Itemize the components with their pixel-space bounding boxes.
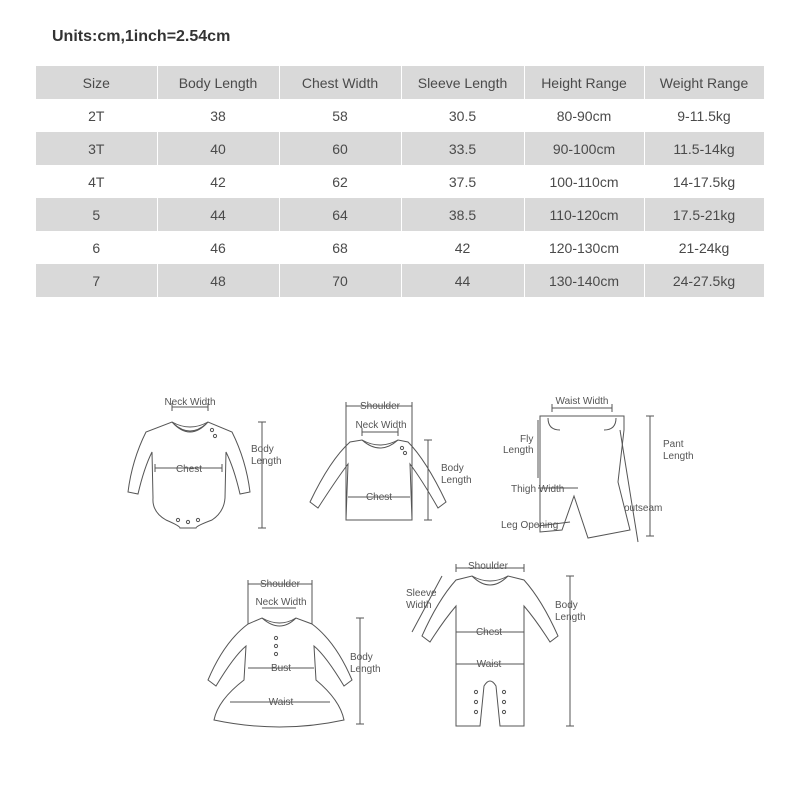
measurement-diagrams [0, 380, 800, 740]
header-chest-width: Chest Width [279, 66, 401, 99]
table-cell: 37.5 [401, 165, 524, 198]
table-cell: 110-120cm [524, 198, 644, 231]
table-cell: 58 [279, 99, 401, 132]
table-row [36, 198, 764, 231]
romper-sleeve-width-label: Sleeve [406, 588, 437, 599]
dress-waist-label: Waist [268, 697, 294, 708]
table-cell: 68 [279, 231, 401, 264]
table-cell: 60 [279, 132, 401, 165]
table-cell: 42 [157, 165, 279, 198]
table-cell: 70 [279, 264, 401, 297]
header-height-range: Height Range [524, 66, 644, 99]
size-chart-table [36, 66, 765, 297]
shirt-neck-width-label: Neck Width [355, 420, 407, 431]
dress-body-length-label-2: Length [350, 664, 381, 675]
pants-outseam-label: outseam [624, 503, 663, 514]
table-cell: 3T [36, 132, 157, 165]
pants-thigh-width-label: Thigh Width [511, 484, 565, 495]
header-size: Size [36, 66, 157, 99]
pants-waist-width-label: Waist Width [555, 396, 609, 407]
bodysuit-body-length-label-2: Length [251, 456, 282, 467]
table-cell: 100-110cm [524, 165, 644, 198]
table-cell: 42 [401, 231, 524, 264]
shirt-outline [310, 440, 446, 520]
bodysuit-chest-label: Chest [175, 464, 203, 475]
table-cell: 11.5-14kg [644, 132, 764, 165]
table-row [36, 132, 764, 165]
romper-outline [422, 576, 558, 726]
dress-shoulder-label: Shoulder [259, 579, 301, 590]
dress-bust-label: Bust [270, 663, 292, 674]
pants-diagram [501, 396, 694, 542]
dress-body-length-label: Body [350, 652, 373, 663]
table-cell: 2T [36, 99, 157, 132]
table-cell: 17.5-21kg [644, 198, 764, 231]
pants-fly-length-label-2: Length [503, 445, 534, 456]
romper-diagram [406, 561, 586, 726]
table-cell: 38 [157, 99, 279, 132]
table-cell: 4T [36, 165, 157, 198]
shirt-body-length-label: Body [441, 463, 464, 474]
shirt-chest-label: Chest [365, 492, 393, 503]
table-cell: 48 [157, 264, 279, 297]
pants-leg-opening-label: Leg Opening [501, 520, 559, 531]
table-cell: 7 [36, 264, 157, 297]
romper-waist-label: Waist [476, 659, 502, 670]
pants-length-label: Pant [663, 439, 684, 450]
table-cell: 62 [279, 165, 401, 198]
header-weight-range: Weight Range [644, 66, 764, 99]
pants-length-label-2: Length [663, 451, 694, 462]
table-cell: 130-140cm [524, 264, 644, 297]
dress-diagram [208, 579, 381, 727]
table-header-row [36, 66, 764, 99]
table-cell: 46 [157, 231, 279, 264]
romper-chest-label: Chest [475, 627, 503, 638]
units-note: Units:cm,1inch=2.54cm [52, 28, 231, 45]
table-cell: 64 [279, 198, 401, 231]
table-cell: 9-11.5kg [644, 99, 764, 132]
bodysuit-outline [128, 422, 250, 528]
romper-shoulder-label: Shoulder [467, 561, 509, 572]
table-cell: 21-24kg [644, 231, 764, 264]
shirt-body-length-label-2: Length [441, 475, 472, 486]
dress-neck-width-label: Neck Width [255, 597, 307, 608]
table-row [36, 165, 764, 198]
table-cell: 120-130cm [524, 231, 644, 264]
header-body-length: Body Length [157, 66, 279, 99]
romper-body-length-label-2: Length [555, 612, 586, 623]
pants-fly-length-label: Fly [520, 434, 534, 445]
romper-sleeve-width-label-2: Width [406, 600, 432, 611]
bodysuit-neck-width-label: Neck Width [164, 397, 216, 408]
romper-body-length-label: Body [555, 600, 578, 611]
header-sleeve-length: Sleeve Length [401, 66, 524, 99]
table-cell: 40 [157, 132, 279, 165]
table-cell: 24-27.5kg [644, 264, 764, 297]
table-row [36, 231, 764, 264]
table-cell: 30.5 [401, 99, 524, 132]
table-cell: 38.5 [401, 198, 524, 231]
table-cell: 44 [401, 264, 524, 297]
table-cell: 6 [36, 231, 157, 264]
table-cell: 14-17.5kg [644, 165, 764, 198]
bodysuit-diagram [128, 397, 282, 528]
shirt-shoulder-label: Shoulder [359, 401, 401, 412]
shirt-diagram [310, 401, 472, 520]
table-cell: 44 [157, 198, 279, 231]
table-cell: 5 [36, 198, 157, 231]
table-cell: 80-90cm [524, 99, 644, 132]
table-cell: 90-100cm [524, 132, 644, 165]
table-row [36, 99, 764, 132]
table-cell: 33.5 [401, 132, 524, 165]
table-row [36, 264, 764, 297]
bodysuit-body-length-label: Body [251, 444, 274, 455]
